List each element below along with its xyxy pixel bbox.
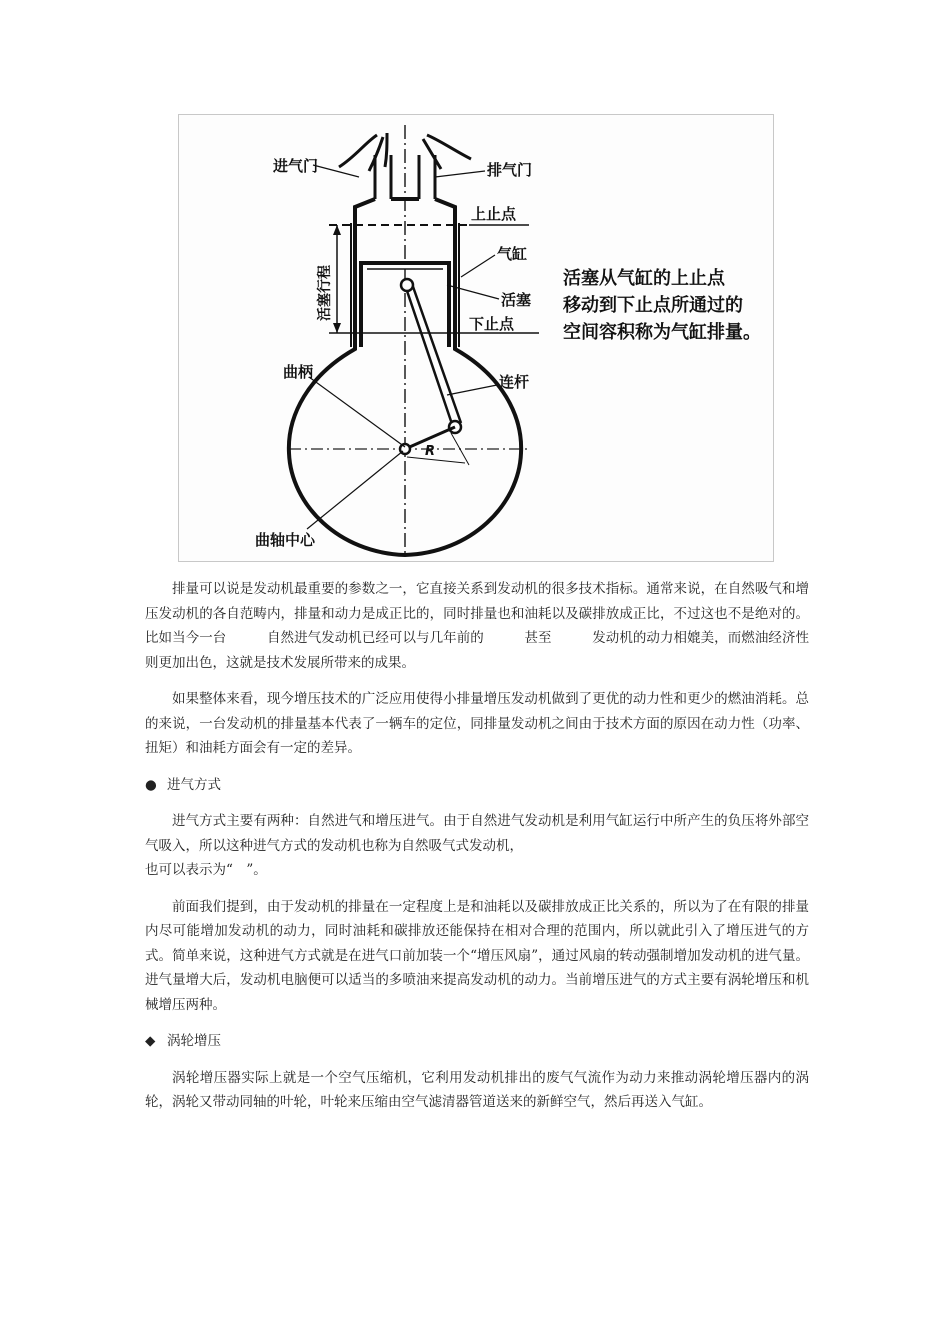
callout-line-3: 空间容积称为气缸排量。 (563, 322, 761, 343)
displacement-callout (563, 265, 773, 346)
heading-turbocharging (145, 1029, 809, 1054)
paragraph-displacement-intro: 排量可以说是发动机最重要的参数之一，它直接关系到发动机的很多技术指标。通常来说，在自然吸气和增压发动机的各自范畴内，排量和动力是成正比的，同时排量也和油耗以及碳排放成正比，不过这也不是绝对的。比如当今一台 自然进气发动机已经可以与几年前的 甚至 发动机的动力相媲美，而燃油经济性则更加出色，这就是技术发展所带来的成果。 (145, 581, 809, 671)
bullet-circle-icon: ● (145, 776, 157, 793)
heading-intake-method (145, 773, 809, 798)
label-crankshaft-center: 曲轴中心 (255, 531, 316, 549)
exhaust-valve-stem (419, 155, 435, 199)
article-body (145, 577, 809, 1127)
paragraph-turbo-intro: 前面我们提到，由于发动机的排量在一定程度上是和油耗以及碳排放成正比关系的，所以为了在有限的排量内尽可能增加发动机的动力，同时油耗和碳排放还能保持在相对合理的范围内，所以就此引入了增压进气的方式。简单来说，这种进气方式就是在进气口前加装一个“增压风扇”，通过风扇的转动强制增加发动机的进气量。进气量增大后，发动机电脑便可以适当的多喷油来提高发动机的动力。当前增压进气的方式主要有涡轮增压和机械增压两种。 (145, 898, 809, 1013)
label-crank: 曲柄 (283, 363, 314, 381)
label-top-dead-center: 上止点 (471, 205, 517, 223)
label-connecting-rod: 连杆 (499, 373, 530, 391)
label-piston: 活塞 (501, 291, 532, 309)
callout-line-1: 活塞从气缸的上止点 (563, 268, 725, 289)
piston-pin (401, 279, 413, 291)
label-cylinder: 气缸 (497, 245, 528, 263)
engine-diagram (178, 114, 774, 562)
paragraph-turbocharger: 涡轮增压器实际上就是一个空气压缩机，它利用发动机排出的废气气流作为动力来推动涡轮增压器内的涡轮，涡轮又带动同轴的叶轮，叶轮来压缩由空气滤清器管道送来的新鲜空气，然后再送入气缸。 (145, 1069, 809, 1110)
label-radius: R (425, 444, 436, 459)
label-intake-valve: 进气门 (273, 157, 319, 175)
paragraph-intake-types: 进气方式主要有两种：自然进气和增压进气。由于自然进气发动机是利用气缸运行中所产生的负压将外部空气吸入，所以这种进气方式的发动机也称为自然吸气式发动机， (145, 813, 809, 854)
paragraph-displacement-summary: 如果整体来看，现今增压技术的广泛应用使得小排量增压发动机做到了更优的动力性和更少的燃油消耗。总的来说，一台发动机的排量基本代表了一辆车的定位，同排量发动机之间由于技术方面的原因在动力性（功率、扭矩）和油耗方面会有一定的差异。 (145, 691, 809, 756)
paragraph-intake-types-cont: 也可以表示为“ ”。 (145, 862, 267, 878)
intake-valve-stem (375, 155, 391, 199)
callout-line-2: 移动到下止点所通过的 (563, 295, 743, 316)
bullet-diamond-icon: ◆ (145, 1033, 156, 1049)
label-exhaust-valve: 排气门 (487, 161, 533, 179)
heading-intake-method-text: 进气方式 (167, 776, 221, 793)
heading-turbocharging-text: 涡轮增压 (167, 1033, 221, 1049)
label-piston-stroke: 活塞行程 (317, 265, 333, 321)
connecting-rod (405, 281, 461, 427)
label-bottom-dead-center: 下止点 (469, 315, 515, 333)
